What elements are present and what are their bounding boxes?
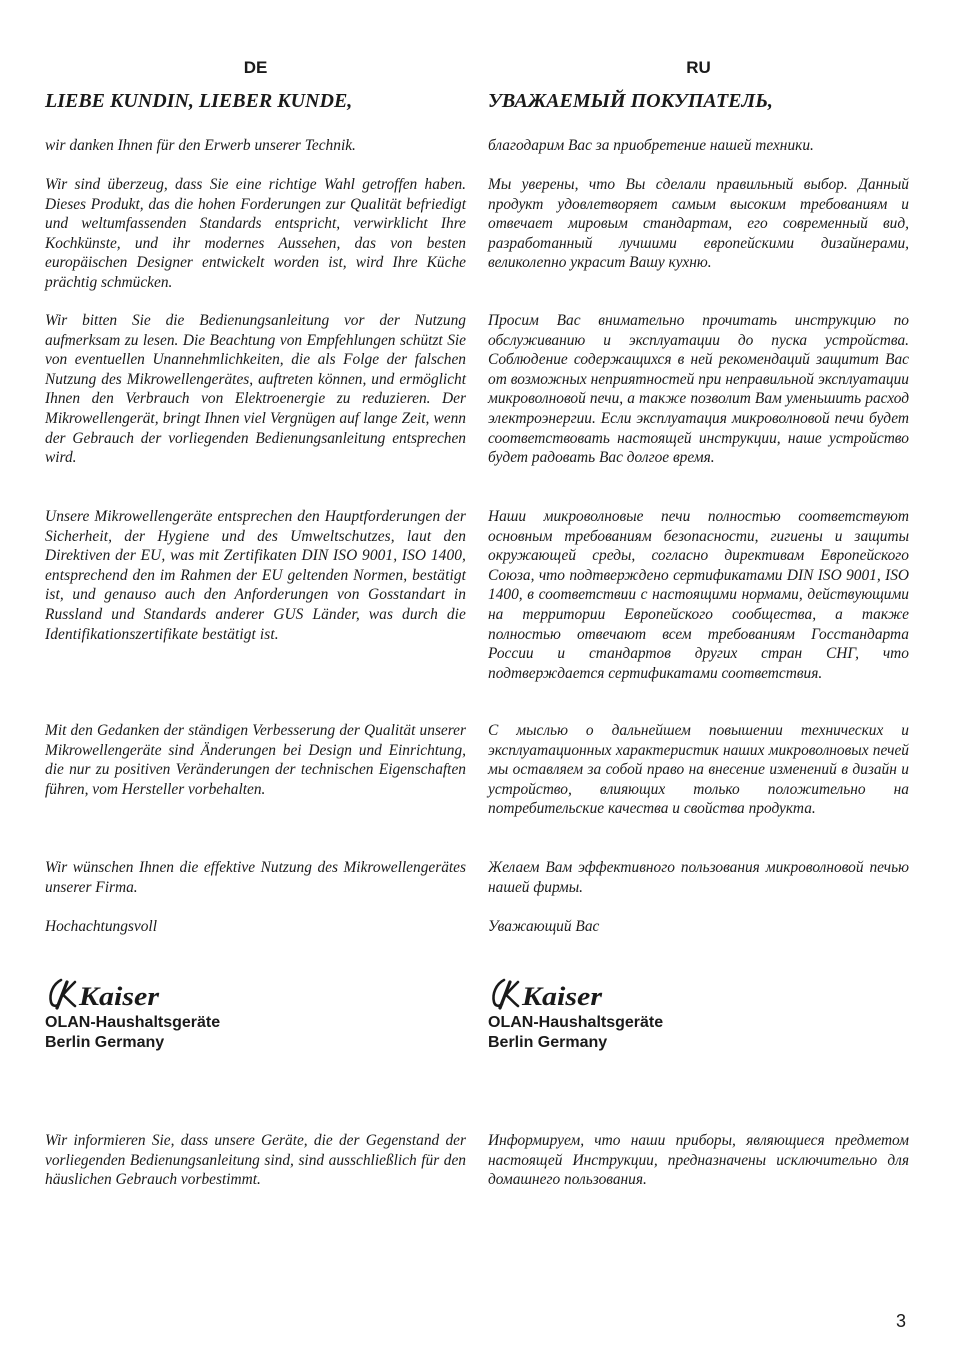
greeting-title: LIEBE KUNDIN, LIEBER KUNDE,: [45, 90, 353, 112]
paragraph-standards: Наши микроволновые печи полностью соответствуют основным требованиям безопасности, гигиены и защиты окружающей среды, согласно директивам Европейского Союза, что подтверждено сертификатами DIN ISO 9001, ISO 1400, в соответствии с настоящими нормами, действующими на территории Европейского сообщества, а также полностью отвечают всем требованиям Госстандарта России и стандартов других стран СНГ, что подтверждается сертификатами соответствия.: [488, 508, 909, 682]
paragraph-closing: Уважающий Вас: [488, 918, 600, 935]
paragraph-choice: Wir sind überzeug, dass Sie eine richtige Wahl getroffen haben. Dieses Produkt, das die hohen Forderungen zur Qualität befriedigt und weltumfassenden Standards entspricht, verwirklicht Ihre Kochkünste, und ihr modernes Aussehen, das von besten europäischen Designer entwickelt worden ist, wird Ihre Küche prächtig schmücken.: [45, 176, 466, 291]
paragraph-instructions: Wir bitten Sie die Bedienungsanleitung vor der Nutzung aufmerksam zu lesen. Die Beachtung von Empfehlungen schützt Sie von eventuellen Unannehmlichkeiten, die als Folge der falschen Nutzung des Mikrowellengerätes, auftreten können, und ermöglicht Ihnen den Verbrauch von Elektroenergie zu reduzieren. Der Mikrowellengerät, bringt Ihnen viel Vergnügen auf lange Zeit, wenn der Gebrauch der vorliegenden Bedienungsanleitung entsprechen wird.: [45, 312, 466, 467]
paragraph-household-use: Информируем, что наши приборы, являющиеся предметом настоящей Инструкции, предназначены исключительно для домашнего пользования.: [488, 1132, 909, 1189]
greeting-title: УВАЖАЕМЫЙ ПОКУПАТЕЛЬ,: [488, 90, 773, 112]
language-label: RU: [686, 58, 711, 77]
kaiser-logo: [45, 972, 175, 1012]
paragraph-wishes: Желаем Вам эффективного пользования микроволновой печью нашей фирмы.: [488, 859, 909, 896]
page-number: 3: [896, 1311, 907, 1331]
language-label: DE: [243, 58, 268, 77]
paragraph-improvements: С мыслью о дальнейшем повышении технических и эксплуатационных характеристик наших микроволновых печей мы оставляем за собой право на внесение изменений в дизайн и устройство, влияющих только положительно на потребительские качества и свойства продукта.: [488, 722, 909, 818]
company-location: Berlin Germany: [45, 1034, 165, 1051]
kaiser-logo-wordmark: Kaiser: [77, 982, 161, 1011]
company-name: OLAN-Haushaltsgeräte: [488, 1014, 664, 1031]
paragraph-thanks: wir danken Ihnen für den Erwerb unserer Technik.: [45, 137, 356, 154]
paragraph-wishes: Wir wünschen Ihnen die effektive Nutzung des Mikrowellengerätes unserer Firma.: [45, 859, 466, 896]
company-location: Berlin Germany: [488, 1034, 608, 1051]
paragraph-choice: Мы уверены, что Вы сделали правильный выбор. Данный продукт удовлетворяет самым высоким требованиям и отвечает мировым стандартам, его современный вид, разработанный лучшими европейскими дизайнерами, великолепно украсит Вашу кухню.: [488, 176, 909, 272]
paragraph-household-use: Wir informieren Sie, dass unsere Geräte, die der Gegenstand der vorliegenden Bedienungsanleitung sind, sind ausschließlich für den häuslichen Gebrauch vorbestimmt.: [45, 1132, 466, 1189]
paragraph-instructions: Просим Вас внимательно прочитать инструкцию по обслуживанию и эксплуатации до пуска устройства. Соблюдение содержащихся в ней рекомендаций защитит Вас от возможных неприятностей при неправильной эксплуатации микроволновой печи, а также позволит Вам уменьшить расход электроэнергии. Если эксплуатация микроволновой печи будет соответствовать настоящей инструкции, наше устройство будет радовать Вас долгое время.: [488, 312, 909, 467]
paragraph-thanks: благодарим Вас за приобретение нашей техники.: [488, 137, 814, 154]
paragraph-closing: Hochachtungsvoll: [45, 918, 157, 935]
paragraph-standards: Unsere Mikrowellengeräte entsprechen den Hauptforderungen der Sicherheit, der Hygiene und des Umweltschutzes, laut den Direktiven der EU, was mit Zertifikaten DIN ISO 9001, ISO 1400, entsprechend den im Rahmen der EU geltenden Normen, bestätigt ist, und genauso auch den Anforderungen von Gosstandart in Russland und Standards anderer GUS Länder, was durch die Identifikationszertifikate bestätigt ist.: [45, 508, 466, 643]
kaiser-logo: [488, 972, 618, 1012]
paragraph-improvements: Mit den Gedanken der ständigen Verbesserung der Qualität unserer Mikrowellengeräte sind Änderungen bei Design und Einrichtung, die nur zu positiven Veränderungen der technischen Eigenschaften führen, vom Hersteller vorbehalten.: [45, 722, 466, 798]
company-name: OLAN-Haushaltsgeräte: [45, 1014, 221, 1031]
kaiser-logo-wordmark: Kaiser: [520, 982, 604, 1011]
